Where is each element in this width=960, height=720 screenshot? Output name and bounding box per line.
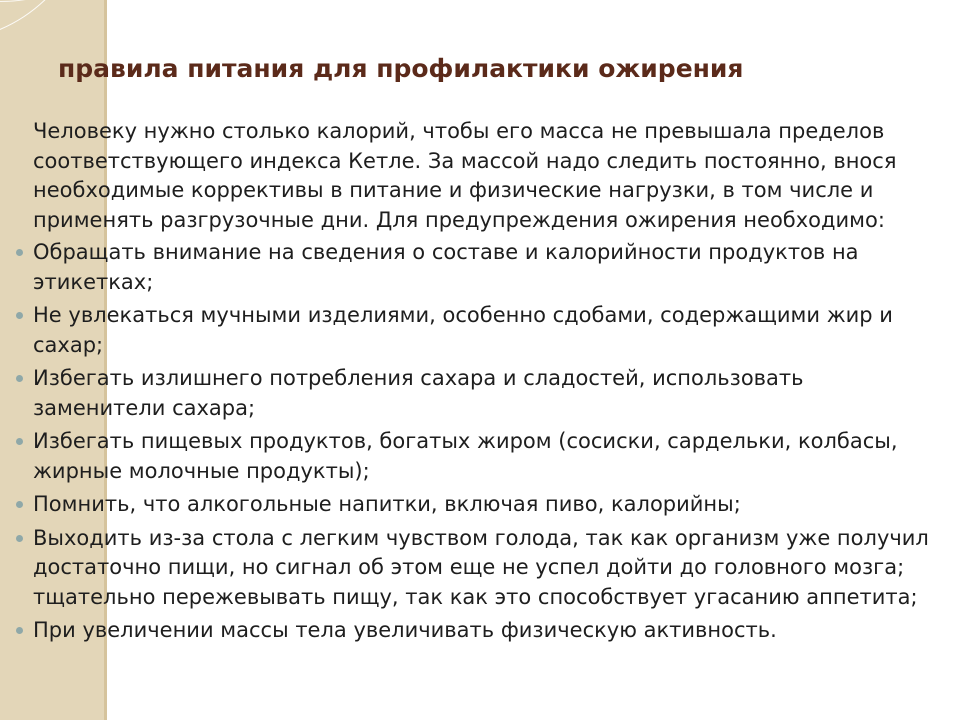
bullet-icon: [16, 312, 23, 319]
bullet-text: Обращать внимание на сведения о составе и калорийности продуктов на этикетках;: [33, 240, 859, 294]
bullet-icon: [16, 438, 23, 445]
slide-title: правила питания для профилактики ожирения: [58, 54, 744, 83]
bullet-text: Выходить из-за стола с легким чувством голода, так как организм уже получил достаточно пищи, но сигнал об этом еще не успел дойти до головного мозга; тщательно пережевывать пищу, так как это способствует угасанию аппетита;: [33, 525, 929, 609]
bullet-text: Избегать пищевых продуктов, богатых жиром (сосиски, сардельки, колбасы, жирные молочные продукты);: [33, 429, 898, 483]
bullet-item: [14, 616, 934, 646]
intro-paragraph: Человеку нужно столько калорий, чтобы его масса не превышала пределов соответствующего индекса Кетле. За массой надо следить постоянно, внося необходимые коррективы в питание и физические нагрузки, в том числе и применять разгрузочные дни. Для предупреждения ожирения необходимо:: [33, 119, 897, 232]
bullet-text: Помнить, что алкогольные напитки, включая пиво, калорийны;: [33, 492, 741, 516]
decorative-arc: [0, 0, 92, 42]
bullet-item: [14, 524, 934, 613]
bullet-text: При увеличении массы тела увеличивать физическую активность.: [33, 618, 777, 642]
bullet-icon: [16, 249, 23, 256]
bullet-item: [14, 301, 934, 360]
bullet-text: Не увлекаться мучными изделиями, особенно сдобами, содержащими жир и сахар;: [33, 303, 893, 357]
bullet-icon: [16, 375, 23, 382]
bullet-item: [14, 427, 934, 486]
bullet-item: [14, 490, 934, 520]
bullet-icon: [16, 627, 23, 634]
bullet-item: [14, 238, 934, 297]
slide-body: [14, 117, 934, 650]
bullet-text: Избегать излишнего потребления сахара и сладостей, использовать заменители сахара;: [33, 366, 804, 420]
bullet-icon: [16, 501, 23, 508]
bullet-item: [14, 364, 934, 423]
bullet-list: [14, 238, 934, 646]
bullet-icon: [16, 535, 23, 542]
